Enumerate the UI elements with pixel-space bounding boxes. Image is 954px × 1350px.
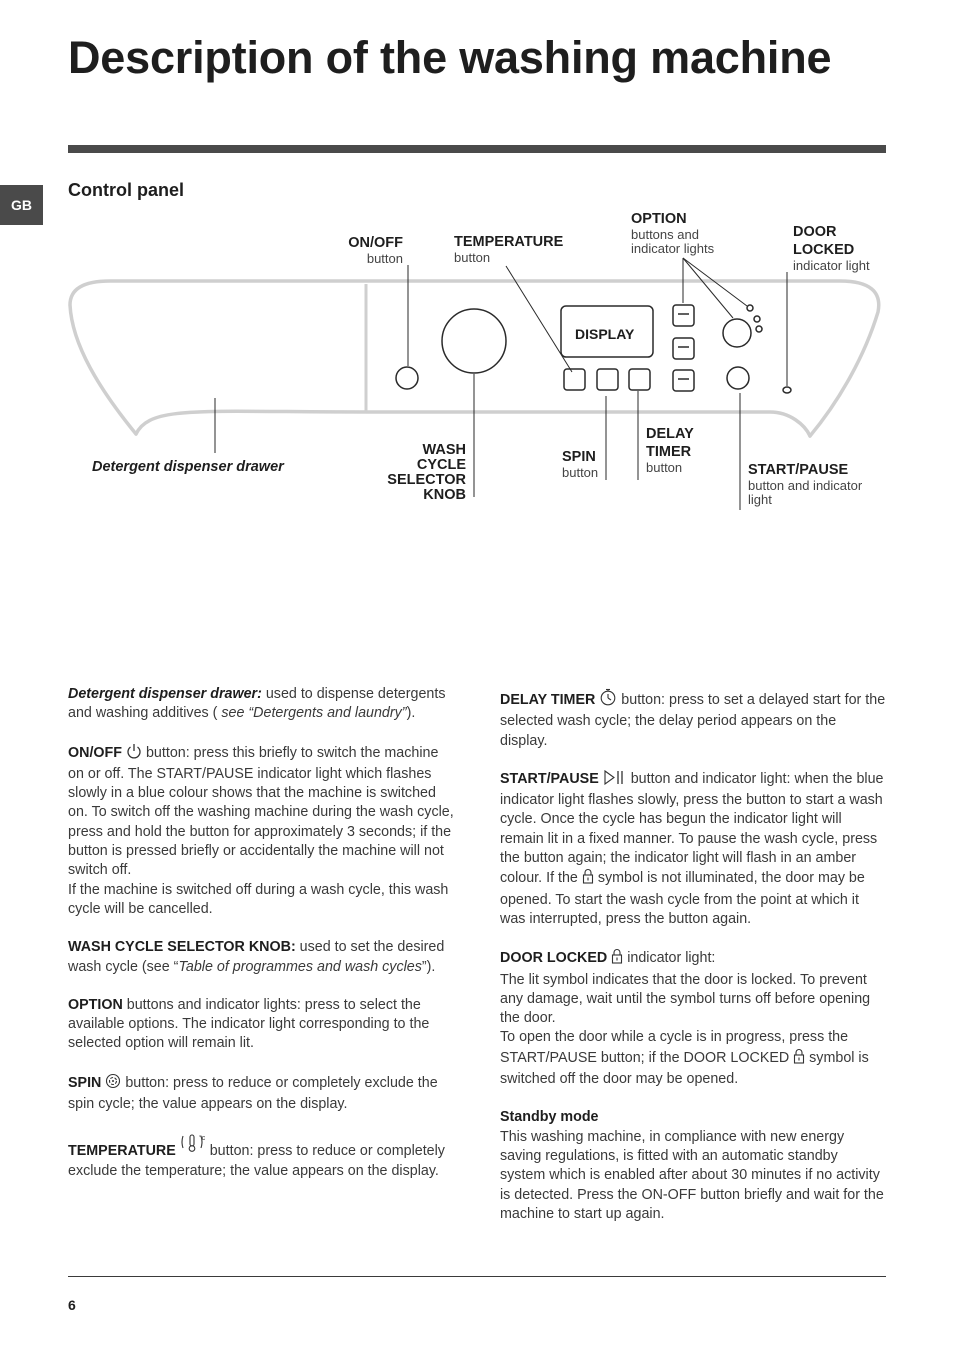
timer-icon (599, 688, 617, 712)
language-tab: GB (0, 185, 43, 225)
onoff-description: ON/OFF button: press this briefly to switch the machine on or off. The START/PAUSE indicator light which flashes slowly in a blue colour shows that the machine is switched on. To switch off the washing machine during the wash cycle, press and hold the button for approximately 3 seconds; if the button is pressed briefly or accidentally the machine will not switch off. If the machine is switched off during a wash cycle, this wash cycle will be cancelled. (68, 744, 454, 917)
detergent-drawer-label: Detergent dispenser drawer (92, 459, 284, 475)
option-indicator-2 (754, 316, 760, 322)
section-title: Control panel (68, 180, 184, 200)
wash-cycle-knob-label: WASH CYCLE SELECTOR KNOB (387, 442, 466, 503)
onoff-button[interactable] (396, 367, 418, 389)
knob-description: WASH CYCLE SELECTOR KNOB: used to set the desired wash cycle (see “Table of programmes and wash cycles”). (68, 939, 445, 975)
temperature-icon (180, 1133, 206, 1159)
power-icon (126, 743, 142, 765)
spin-icon (105, 1073, 121, 1095)
right-column (500, 688, 886, 1224)
left-column (68, 685, 454, 1181)
start-pause-button[interactable] (727, 367, 749, 389)
page-number: 6 (68, 1297, 76, 1313)
play-pause-icon (603, 770, 627, 791)
delay-timer-description: DELAY TIMER button: press to set a delayed start for the selected wash cycle; the delay period appears on the display. (500, 688, 886, 751)
lock-icon (582, 868, 594, 890)
option-button-2[interactable] (673, 338, 694, 359)
delay-timer-button[interactable] (629, 369, 650, 390)
detergent-description: Detergent dispenser drawer: used to dispense detergents and washing additives ( see “Detergents and laundry”). (68, 686, 446, 722)
option-label: OPTION buttons and indicator lights (631, 211, 715, 256)
start-pause-label: START/PAUSE button and indicator light (748, 462, 863, 507)
lock-icon (793, 1048, 805, 1070)
wash-cycle-selector-knob[interactable] (442, 309, 506, 373)
spin-label: SPIN button (562, 449, 599, 480)
delay-timer-label: DELAY TIMER button (646, 426, 694, 475)
option-indicator-1 (747, 305, 753, 311)
svg-text:°c: °c (198, 1135, 206, 1143)
leader-lines (215, 258, 787, 510)
standby-title: Standby mode (500, 1109, 599, 1126)
option-button-3[interactable] (673, 370, 694, 391)
page-title: Description of the washing machine (68, 32, 832, 83)
option-description: OPTION buttons and indicator lights: press to select the available options. The indicator light corresponding to the selected option will remain lit. (68, 996, 430, 1052)
option-button-round[interactable] (723, 319, 751, 347)
footer-divider (68, 1276, 886, 1277)
spin-button[interactable] (597, 369, 618, 390)
onoff-label: ON/OFF button (348, 235, 403, 266)
lock-icon (611, 948, 623, 970)
option-button-1[interactable] (673, 305, 694, 326)
door-locked-label: DOOR LOCKED indicator light (793, 224, 870, 273)
option-indicator-3 (756, 326, 762, 332)
spin-description: SPIN button: press to reduce or completely exclude the spin cycle; the value appears on the display. (68, 1074, 438, 1113)
door-locked-indicator (783, 387, 791, 393)
standby-description: Standby mode This washing machine, in compliance with new energy saving regulations, is fitted with an automatic standby system which is enabled after about 30 minutes if no activity is detected. Press the ON-OFF button briefly and wait for the machine to start up again. (500, 1109, 884, 1222)
temperature-button[interactable] (564, 369, 585, 390)
display-text: DISPLAY (575, 326, 635, 342)
temperature-description: TEMPERATURE °c button: press to reduce or completely exclude the temperature; the value appears on the display. (68, 1135, 445, 1179)
start-pause-description: START/PAUSE button and indicator light: when the blue indicator light flashes slowly, press the button to start a wash cycle. Once the cycle has begun the indicator light will remain lit in a fixed manner. To pause the wash cycle, press the button again; the indicator light will flash in an amber colour. If the symbol is not illuminated, the door may be opened. To start the wash cycle from the point at which it was interrupted, press the button again. (500, 770, 884, 927)
temperature-label: TEMPERATURE button (454, 234, 564, 265)
door-locked-description: DOOR LOCKED indicator light: The lit symbol indicates that the door is locked. To prevent any damage, wait until the symbol turns off before opening the door. To open the door while a cycle is in progress, press the START/PAUSE button; if the DOOR LOCKED symbol is switched off the door may be opened. (500, 950, 871, 1088)
